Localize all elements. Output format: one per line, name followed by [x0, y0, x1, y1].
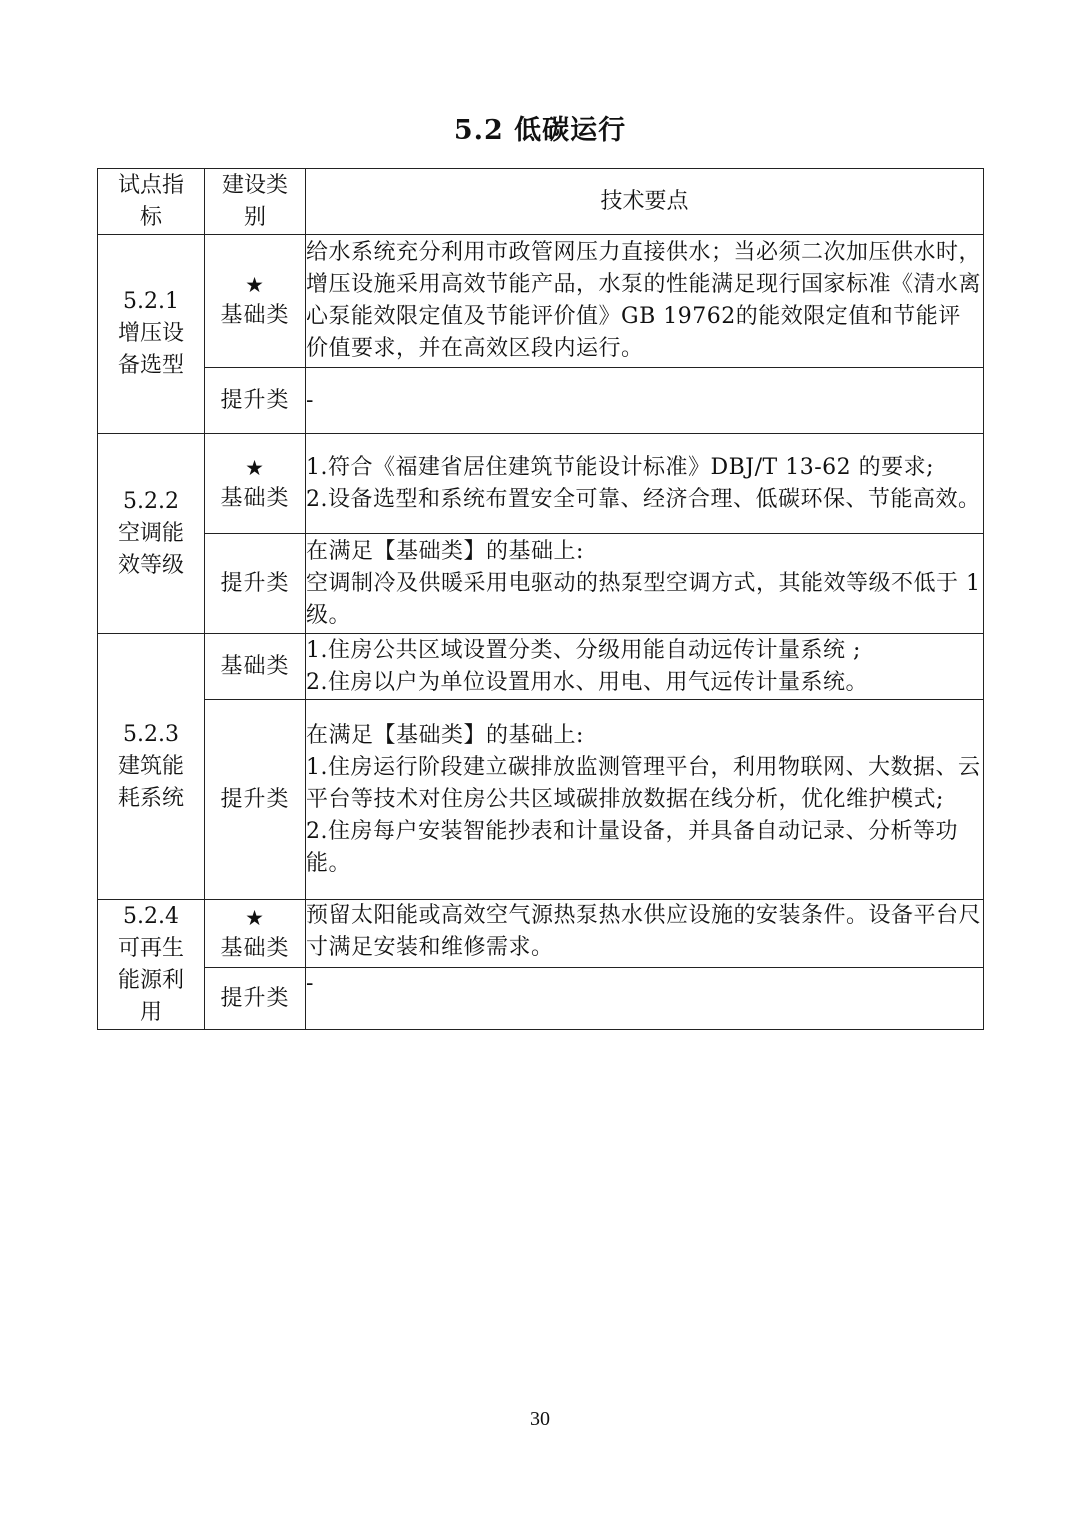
tech-cell: [306, 968, 984, 1030]
tech-cell: [306, 900, 984, 968]
tech-line: -: [306, 971, 314, 996]
tech-line: 1.住房运行阶段建立碳排放监测管理平台，利用物联网、大数据、云平台等技术对住房公共区域碳排放数据在线分析，优化维护模式;: [306, 754, 981, 812]
table-header-row: [98, 169, 984, 235]
category-cell: [205, 368, 306, 434]
star-icon: ★: [245, 273, 265, 297]
table-row: [98, 434, 984, 534]
category-cell: [205, 235, 306, 368]
indicator-cell: 5.2.4 可再生能源利用: [98, 900, 205, 1030]
tech-line: 给水系统充分利用市政管网压力直接供水；当必须二次加压供水时，增压设施采用高效节能产品，水泵的性能满足现行国家标准《清水离心泵能效限定值及节能评价值》GB 19762的能效限定值和节能评价值要求，并在高效区段内运行。: [306, 240, 982, 361]
tech-line: 2.住房每户安装智能抄表和计量设备，并具备自动记录、分析等功能。: [306, 818, 958, 876]
tech-line: 2.设备选型和系统布置安全可靠、经济合理、低碳环保、节能高效。: [306, 486, 981, 512]
category-cell: [205, 700, 306, 900]
tech-cell: [306, 235, 984, 368]
category-label: 提升类: [220, 570, 290, 596]
tech-line: 在满足【基础类】的基础上:: [306, 722, 584, 748]
category-label: 基础类: [220, 935, 290, 961]
section-title: 5.2 低碳运行: [453, 115, 627, 146]
indicator-cell: 5.2.2 空调能效等级: [98, 434, 205, 634]
category-label: 基础类: [220, 485, 290, 511]
tech-requirements-table: [97, 168, 984, 1030]
tech-line: 在满足【基础类】的基础上:: [306, 538, 584, 564]
tech-line: -: [306, 387, 314, 413]
tech-cell: [306, 634, 984, 700]
table-row: [98, 368, 984, 434]
category-label: 提升类: [220, 387, 290, 413]
page-number: 30: [530, 1408, 550, 1430]
tech-line: 空调制冷及供暖采用电驱动的热泵型空调方式，其能效等级不低于 1 级。: [306, 570, 981, 628]
indicator-cell: 5.2.1 增压设备选型: [98, 235, 205, 434]
category-label: 提升类: [220, 786, 290, 812]
indicator-cell: 5.2.3 建筑能耗系统: [98, 634, 205, 900]
category-label: 基础类: [220, 303, 290, 328]
category-cell: [205, 534, 306, 634]
tech-line: 1.住房公共区域设置分类、分级用能自动远传计量系统 ;: [306, 637, 861, 663]
category-label: 基础类: [220, 653, 290, 679]
table-row: [98, 900, 984, 968]
header-category: 建设类别: [205, 169, 306, 235]
tech-line: 预留太阳能或高效空气源热泵热水供应设施的安装条件。设备平台尺寸满足安装和维修需求。: [306, 903, 982, 960]
category-label: 提升类: [220, 985, 290, 1011]
tech-cell: [306, 700, 984, 900]
tech-cell: [306, 368, 984, 434]
table-row: [98, 534, 984, 634]
tech-cell: [306, 534, 984, 634]
category-cell: [205, 968, 306, 1030]
star-icon: ★: [245, 905, 265, 930]
star-icon: ★: [245, 455, 265, 480]
table-row: [98, 634, 984, 700]
category-cell: [205, 634, 306, 700]
tech-line: 1.符合《福建省居住建筑节能设计标准》DBJ/T 13-62 的要求;: [306, 454, 935, 480]
header-indicator: 试点指标: [98, 169, 205, 235]
category-cell: [205, 434, 306, 534]
category-cell: [205, 900, 306, 968]
header-tech-points: 技术要点: [306, 169, 984, 235]
tech-cell: [306, 434, 984, 534]
table-row: [98, 968, 984, 1030]
table-row: [98, 235, 984, 368]
table-row: [98, 700, 984, 900]
tech-line: 2.住房以户为单位设置用水、用电、用气远传计量系统。: [306, 669, 868, 695]
